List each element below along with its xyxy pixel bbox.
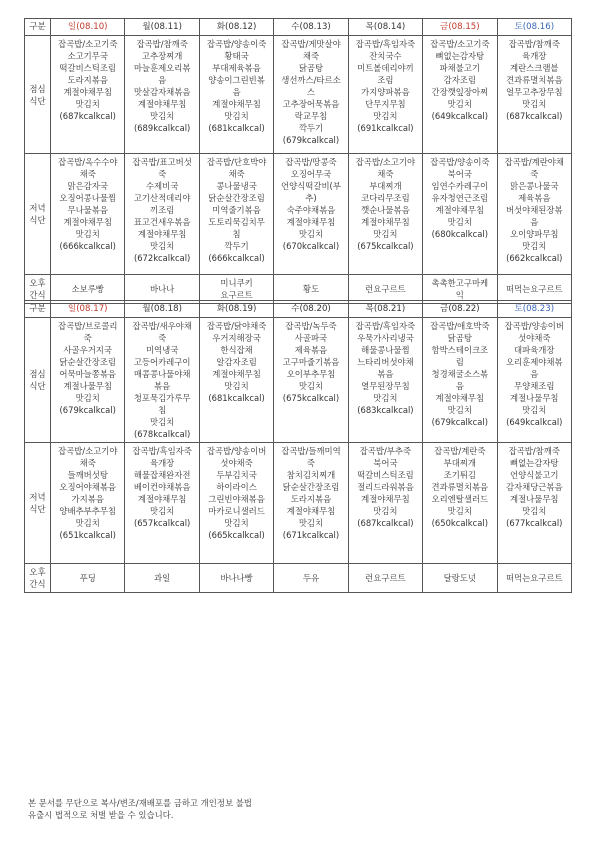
lunch-row bbox=[25, 36, 572, 154]
lunch-label: 점심 식단 bbox=[25, 36, 51, 154]
dinner-label: 저녁 식단 bbox=[25, 443, 51, 564]
day-header-row bbox=[25, 19, 572, 36]
dinner-menu-cell: 잡곡밥/계란야채 죽 맑은콩나물국 제육볶음 버섯야채된장볶 음 오이양파무침 맛김치 (662kcalkcal) bbox=[497, 154, 571, 275]
day-header-row bbox=[25, 301, 572, 318]
dinner-menu-cell: 잡곡밥/들깨미역 죽 참치김치찌개 닭순살간장조림 도라지볶음 계절야채무침 맛김치 (671kcalkcal) bbox=[274, 443, 348, 564]
snack-menu-cell: 소보루빵 bbox=[51, 275, 125, 304]
dinner-row bbox=[25, 154, 572, 275]
snack-menu-cell: 과일 bbox=[125, 564, 199, 593]
lunch-label: 점심 식단 bbox=[25, 318, 51, 443]
dinner-row bbox=[25, 443, 572, 564]
notice-line: 유출시 법적으로 처벌 받을 수 있습니다. bbox=[28, 810, 174, 820]
dinner-menu-cell: 잡곡밥/참깨죽 뼈없는감자탕 언양식불고기 감자채당근볶음 계절나물무침 맛김치 (677kcalkcal) bbox=[497, 443, 571, 564]
lunch-menu-cell: 잡곡밥/게맛살야 채죽 닭곰탕 생선까스/타르소 스 고추장어묵볶음 락교무침 깍두기 (679kcalkcal) bbox=[274, 36, 348, 154]
lunch-menu-cell: 잡곡밥/닭야채죽 우거지해장국 한식잡채 알감자조림 계절야채무침 맛김치 (681kcalkcal) bbox=[199, 318, 273, 443]
dinner-menu-cell: 잡곡밥/계란죽 부대찌개 조기튀김 견과류멸치볶음 오리엔탈샐러드 맛김치 (650kcalkcal) bbox=[423, 443, 497, 564]
day-header: 토(08.16) bbox=[497, 19, 571, 36]
dinner-menu-cell: 잡곡밥/부추죽 북어국 떡갈비스틱조림 절리드라워볶음 계절야채무침 맛김치 (687kcalkcal) bbox=[348, 443, 422, 564]
dinner-menu-cell: 잡곡밥/표고버섯 죽 수제비국 고기산적데리야 끼조림 표고건새우볶음 계절야채무침 맛김치 (672kcalkcal) bbox=[125, 154, 199, 275]
dinner-menu-cell: 잡곡밥/땅콩죽 오징어무국 언양식떡갈비(부 추) 숙주야채볶음 계절야채무침 맛김치 (670kcalkcal) bbox=[274, 154, 348, 275]
lunch-menu-cell: 잡곡밥/양송이버 섯야채죽 대파육개장 오리훈제야채볶 음 무양채조림 계절나물무침 맛김치 (649kcalkcal) bbox=[497, 318, 571, 443]
day-header: 일(08.10) bbox=[51, 19, 125, 36]
snack-menu-cell: 런요구르트 bbox=[348, 564, 422, 593]
lunch-row bbox=[25, 318, 572, 443]
lunch-menu-cell: 잡곡밥/브로콜리 죽 사골우거지국 닭순살간장조림 어묵마늘쫑볶음 계절나물무침 맛김치 (679kcalkcal) bbox=[51, 318, 125, 443]
snack-menu-cell: 바나나 bbox=[125, 275, 199, 304]
dinner-label: 저녁 식단 bbox=[25, 154, 51, 275]
snack-menu-cell: 미니쿠키 요구르트 bbox=[199, 275, 273, 304]
day-header: 수(08.13) bbox=[274, 19, 348, 36]
lunch-menu-cell: 잡곡밥/참깨죽 육개장 계란스크램블 견과류멸치볶음 얼무고추장무침 맛김치 (687kcalkcal) bbox=[497, 36, 571, 154]
snack-menu-cell: 황도 bbox=[274, 275, 348, 304]
dinner-menu-cell: 잡곡밥/소고기야 채죽 들깨버섯탕 오징어야채볶음 가지볶음 양배추부추무침 맛김치 (651kcalkcal) bbox=[51, 443, 125, 564]
day-header: 화(08.19) bbox=[199, 301, 273, 318]
snack-menu-cell: 푸딩 bbox=[51, 564, 125, 593]
corner-label: 구분 bbox=[25, 19, 51, 36]
snack-menu-cell: 런요구르트 bbox=[348, 275, 422, 304]
day-header: 일(08.17) bbox=[51, 301, 125, 318]
day-header: 금(08.22) bbox=[423, 301, 497, 318]
snack-row bbox=[25, 564, 572, 593]
notice-line: 본 문서를 무단으로 복사/변조/재배포를 금하고 개인정보 불법 bbox=[28, 798, 252, 808]
lunch-menu-cell: 잡곡밥/애호박죽 닭곰탕 함박스테이크조 림 청경채굴소스볶 음 계절야채무침 맛김치 (679kcalkcal) bbox=[423, 318, 497, 443]
day-header: 목(08.21) bbox=[348, 301, 422, 318]
snack-menu-cell: 바나나빵 bbox=[199, 564, 273, 593]
lunch-menu-cell: 잡곡밥/흑임자죽 잔치국수 미트볼데리야끼 조림 가지양파볶음 단무지무침 맛김치 (691kcalkcal) bbox=[348, 36, 422, 154]
snack-menu-cell: 촉촉한고구마케 익 bbox=[423, 275, 497, 304]
snack-menu-cell: 떠먹는요구르트 bbox=[497, 275, 571, 304]
lunch-menu-cell: 잡곡밥/녹두죽 사골파국 제육볶음 고구마줄기볶음 오이부추무침 맛김치 (675kcalkcal) bbox=[274, 318, 348, 443]
day-header: 토(08.23) bbox=[497, 301, 571, 318]
dinner-menu-cell: 잡곡밥/소고기야 채죽 부대찌개 코다리무조림 깻순나물볶음 계절야채무침 맛김치 (675kcalkcal) bbox=[348, 154, 422, 275]
meal-plan-week-2 bbox=[24, 300, 572, 593]
lunch-menu-cell: 잡곡밥/흑임자죽 우묵가사리냉국 해물콩나물찜 느타리버섯야채 볶음 열무된장무침 맛김치 (683kcalkcal) bbox=[348, 318, 422, 443]
lunch-menu-cell: 잡곡밥/참깨죽 고추장찌개 마늘훈제오리볶 음 맛살감자채볶음 계절야채무침 맛김치 (689kcalkcal) bbox=[125, 36, 199, 154]
dinner-menu-cell: 잡곡밥/양송이버 섯야채죽 두부김치국 하이라이스 그린빈야채볶음 마카로니샐러드 맛김치 (665kcalkcal) bbox=[199, 443, 273, 564]
meal-plan-week-1 bbox=[24, 18, 572, 304]
day-header: 수(08.20) bbox=[274, 301, 348, 318]
lunch-menu-cell: 잡곡밥/소고기죽 뼈없는감자탕 파채불고기 감자조림 간장깻잎장아찌 맛김치 (649kcalkcal) bbox=[423, 36, 497, 154]
lunch-menu-cell: 잡곡밥/새우야채 죽 미역냉국 고등어카레구이 매콤콩나물야채 볶음 청포묵김가루무 침 맛김치 (678kcalkcal) bbox=[125, 318, 199, 443]
lunch-menu-cell: 잡곡밥/양송이죽 황태국 부대제육볶음 양송이그린빈볶 음 계절야채무침 맛김치 (681kcalkcal) bbox=[199, 36, 273, 154]
dinner-menu-cell: 잡곡밥/흑임자죽 육개장 해물잡채완자전 베이컨야채볶음 계절야채무침 맛김치 (657kcalkcal) bbox=[125, 443, 199, 564]
snack-menu-cell: 떠먹는요구르트 bbox=[497, 564, 571, 593]
snack-label: 오후 간식 bbox=[25, 564, 51, 593]
day-header: 월(08.18) bbox=[125, 301, 199, 318]
day-header: 금(08.15) bbox=[423, 19, 497, 36]
dinner-menu-cell: 잡곡밥/양송이죽 북어국 임연수카레구이 유자청연근조림 계절야채무침 맛김치 (680kcalkcal) bbox=[423, 154, 497, 275]
snack-menu-cell: 달랑도넛 bbox=[423, 564, 497, 593]
day-header: 목(08.14) bbox=[348, 19, 422, 36]
corner-label: 구분 bbox=[25, 301, 51, 318]
lunch-menu-cell: 잡곡밥/소고기죽 소고기무국 떡갈비스틱조림 도라지볶음 계절야채무침 맛김치 (687kcalkcal) bbox=[51, 36, 125, 154]
legal-notice bbox=[28, 797, 568, 821]
dinner-menu-cell: 잡곡밥/단호박야 채죽 콩나물냉국 닭순살간장조림 미역줄기볶음 도토리묵김치무 침 깍두기 (666kcalkcal) bbox=[199, 154, 273, 275]
snack-label: 오후 간식 bbox=[25, 275, 51, 304]
day-header: 월(08.11) bbox=[125, 19, 199, 36]
day-header: 화(08.12) bbox=[199, 19, 273, 36]
snack-menu-cell: 두유 bbox=[274, 564, 348, 593]
dinner-menu-cell: 잡곡밥/옥수수야 채죽 맑은감자국 오징어콩나물찜 무나물볶음 계절야채무침 맛김치 (666kcalkcal) bbox=[51, 154, 125, 275]
